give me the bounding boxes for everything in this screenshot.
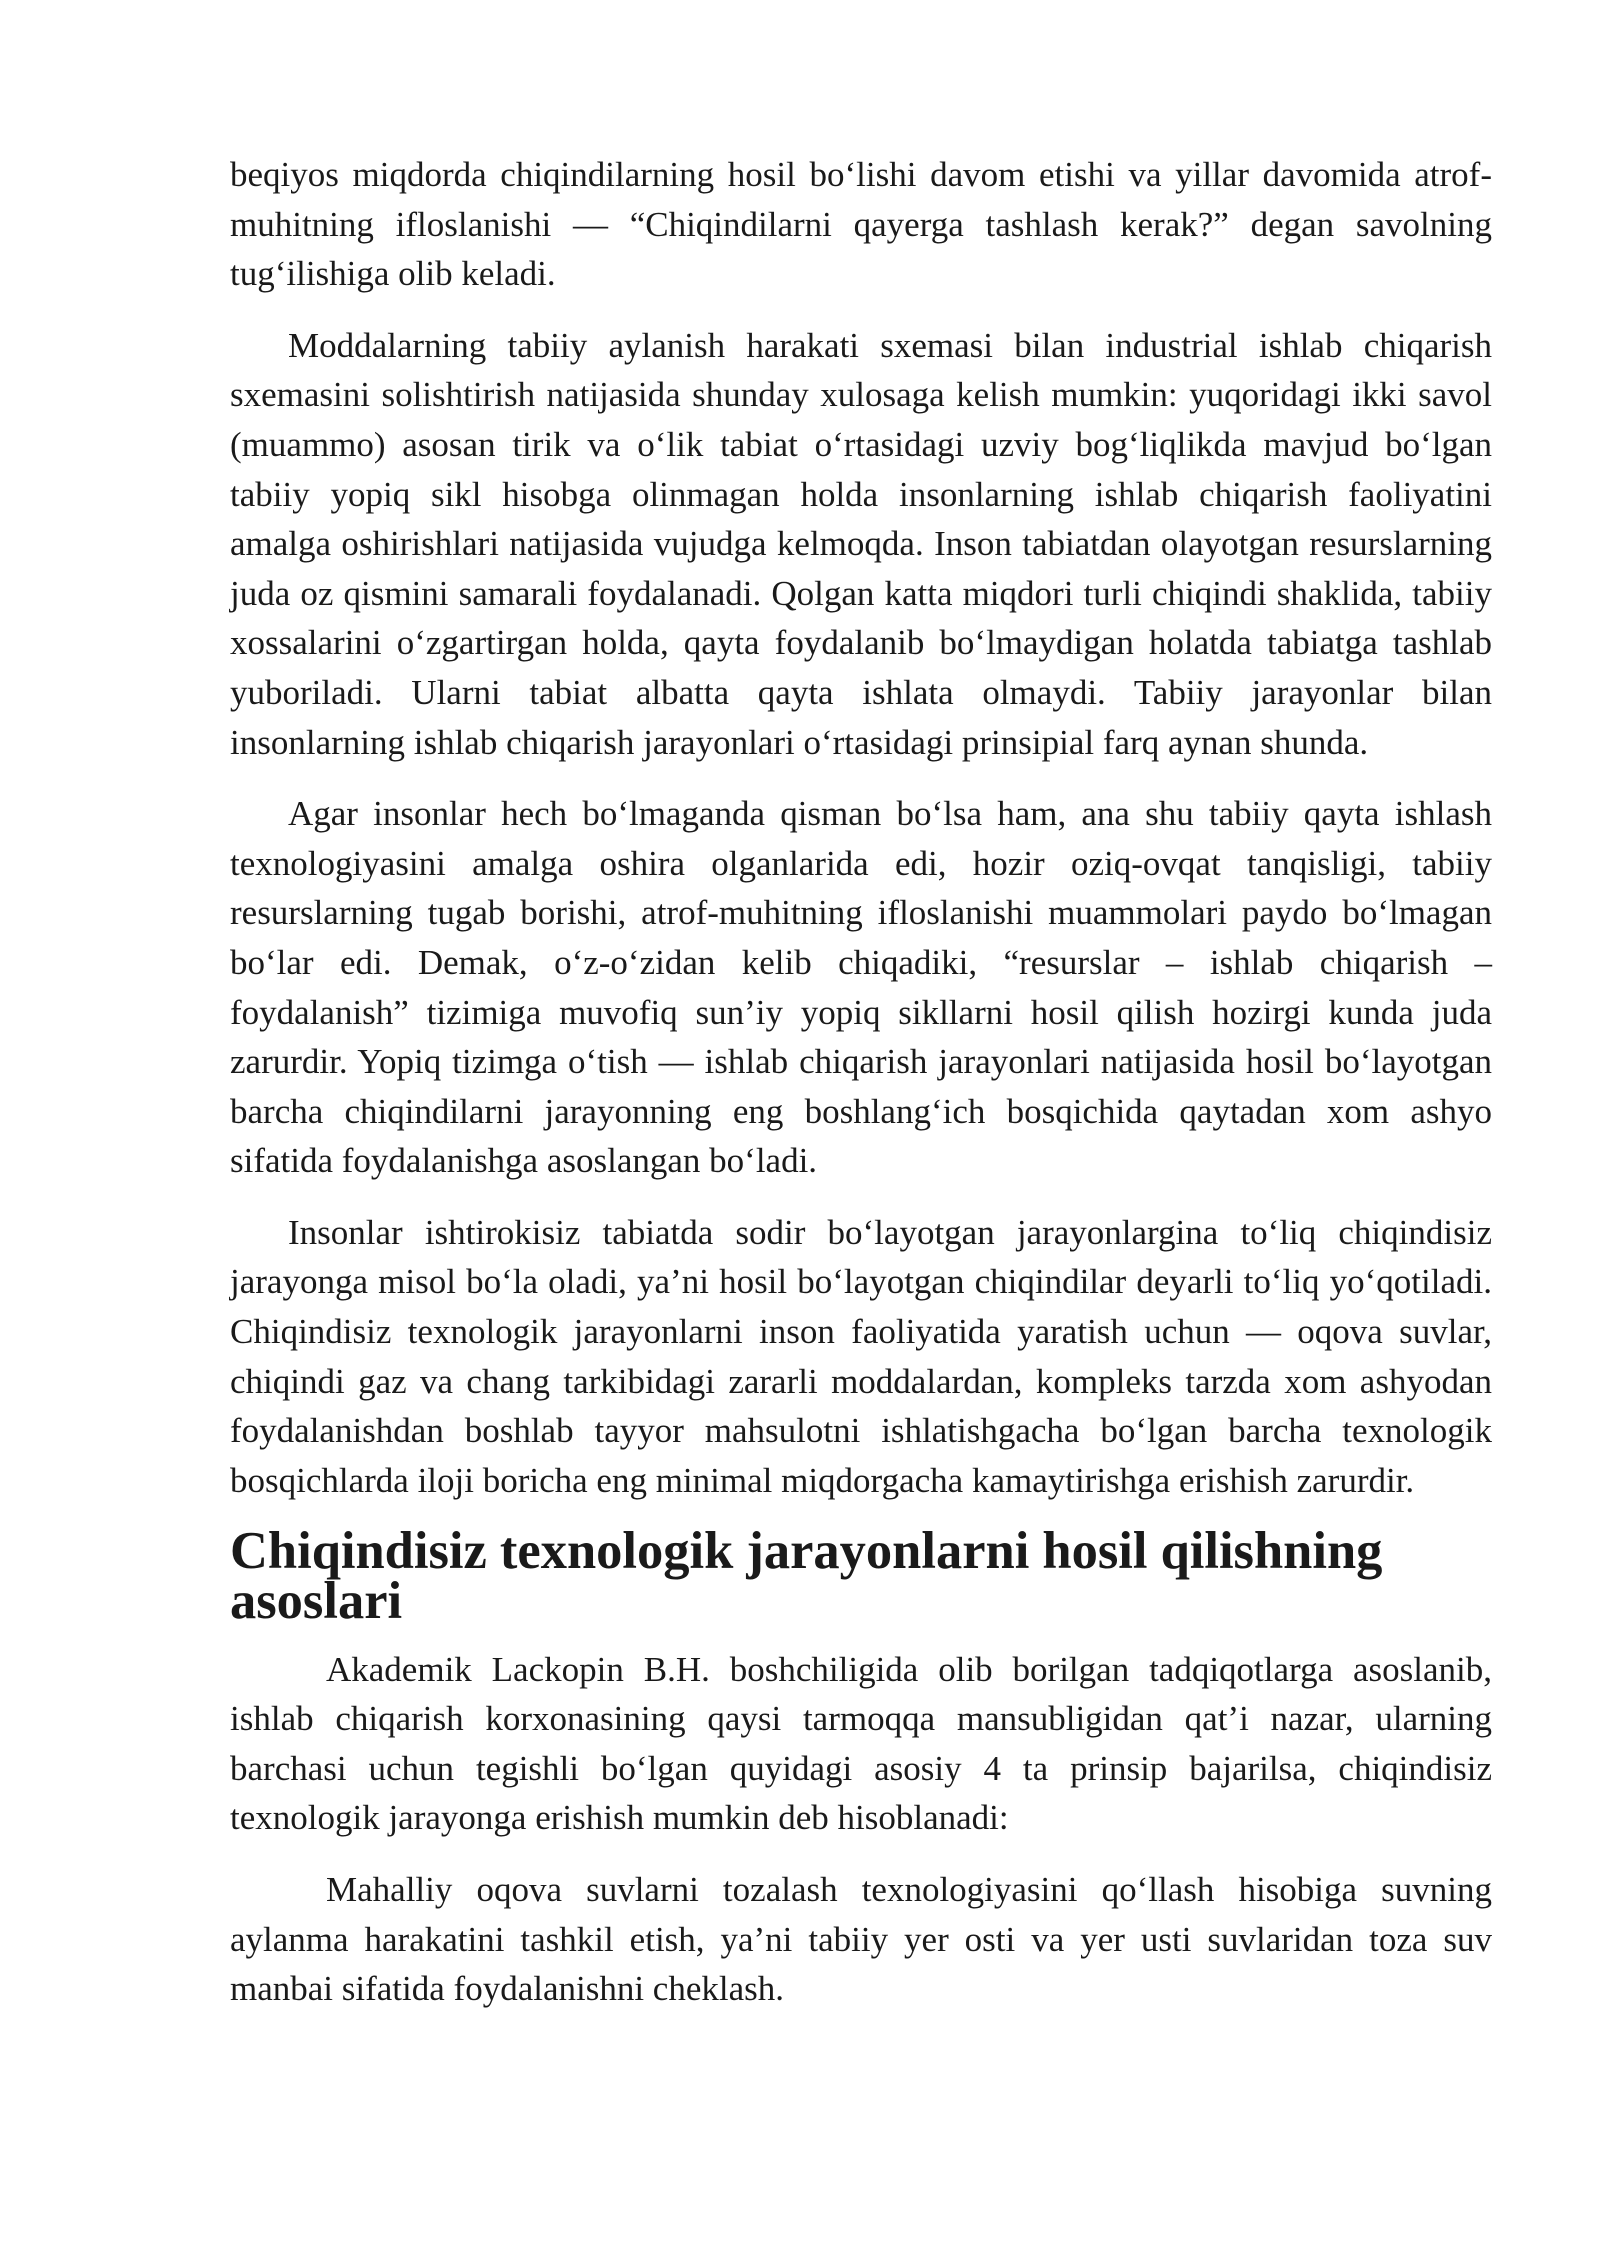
paragraph-closed-systems: Agar insonlar hech bo‘lmaganda qisman bo‘lsa ham, ana shu tabiiy qayta ishlash texnologiyasini amalga oshira olganlarida edi, hozir oziq-ovqat tanqisligi, tabiiy resurslarning tugab borishi, atrof-muhitning ifloslanishi muammolari paydo bo‘lmagan bo‘lar edi. Demak, o‘z-o‘zidan kelib chiqadiki, “resurslar – ishlab chiqarish – foydalanish” tizimiga muvofiq sun’iy yopiq sikllarni hosil qilish hozirgi kunda juda zarurdir. Yopiq tizimga o‘tish — ishlab chiqarish jarayonlari natijasida hosil bo‘layotgan barcha chiqindilarni jarayonning eng boshlang‘ich bosqichida qaytadan xom ashyo sifatida foydalanishga asoslangan bo‘ladi. bbox=[230, 794, 1492, 1181]
paragraph-principles-intro: Akademik Lackopin B.H. boshchiligida olib borilgan tadqiqotlarga asoslanib, ishlab chiqarish korxonasining qaysi tarmoqqa mansubligidan qat’i nazar, ularning barchasi uchun tegishli bo‘lgan quyidagi asosiy 4 ta prinsip bajarilsa, chiqindisiz texnologik jarayonga erishish mumkin deb hisoblanadi: bbox=[230, 1649, 1492, 1838]
paragraph-natural-cycle: Moddalarning tabiiy aylanish harakati sxemasi bilan industrial ishlab chiqarish sxemasini solishtirish natijasida shunday xulosaga kelish mumkin: yuqoridagi ikki savol (muammo) asosan tirik va o‘lik tabiat o‘rtasidagi uzviy bog‘liqlikda mavjud bo‘lgan tabiiy yopiq sikl hisobga olinmagan holda insonlarning ishlab chiqarish faoliyatini amalga oshirishlari natijasida vujudga kelmoqda. Inson tabiatdan olayotgan resurslarning juda oz qismini samarali foydalanadi. Qolgan katta miqdori turli chiqindi shaklida, tabiiy xossalarini o‘zgartirgan holda, qayta foydalanib bo‘lmaydigan holatda tabiatga tashlab yuboriladi. Ularni tabiat albatta qayta ishlata olmaydi. Tabiiy jarayonlar bilan insonlarning ishlab chiqarish jarayonlari o‘rtasidagi prinsipial farq aynan shunda. bbox=[230, 325, 1492, 762]
section-heading: Chiqindisiz texnologik jarayonlarni hosil qilishning asoslari bbox=[230, 1522, 1383, 1631]
document-page bbox=[230, 150, 1492, 2036]
paragraph-water-recycling: Mahalliy oqova suvlarni tozalash texnologiyasini qo‘llash hisobiga suvning aylanma harakatini tashkil etish, ya’ni tabiiy yer osti va yer usti suvlaridan toza suv manbai sifatida foydalanishni cheklash. bbox=[230, 1870, 1492, 2009]
paragraph-wasteless-processes: Insonlar ishtirokisiz tabiatda sodir bo‘layotgan jarayonlargina to‘liq chiqindisiz jarayonga misol bo‘la oladi, ya’ni hosil bo‘layotgan chiqindilar deyarli to‘liq yo‘qotiladi. Chiqindisiz texnologik jarayonlarni inson faoliyatida yaratish uchun — oqova suvlar, chiqindi gaz va chang tarkibidagi zararli moddalardan, kompleks tarzda xom ashyodan foydalanishdan boshlab tayyor mahsulotni ishlatishgacha bo‘lgan barcha texnologik bosqichlarda iloji boricha eng minimal miqdorgacha kamaytirishga erishish zarurdir. bbox=[230, 1212, 1492, 1500]
paragraph-continuation: beqiyos miqdorda chiqindilarning hosil bo‘lishi davom etishi va yillar davomida atrof-muhitning ifloslanishi — “Chiqindilarni qayerga tashlash kerak?” degan savolning tug‘ilishiga olib keladi. bbox=[230, 155, 1492, 294]
